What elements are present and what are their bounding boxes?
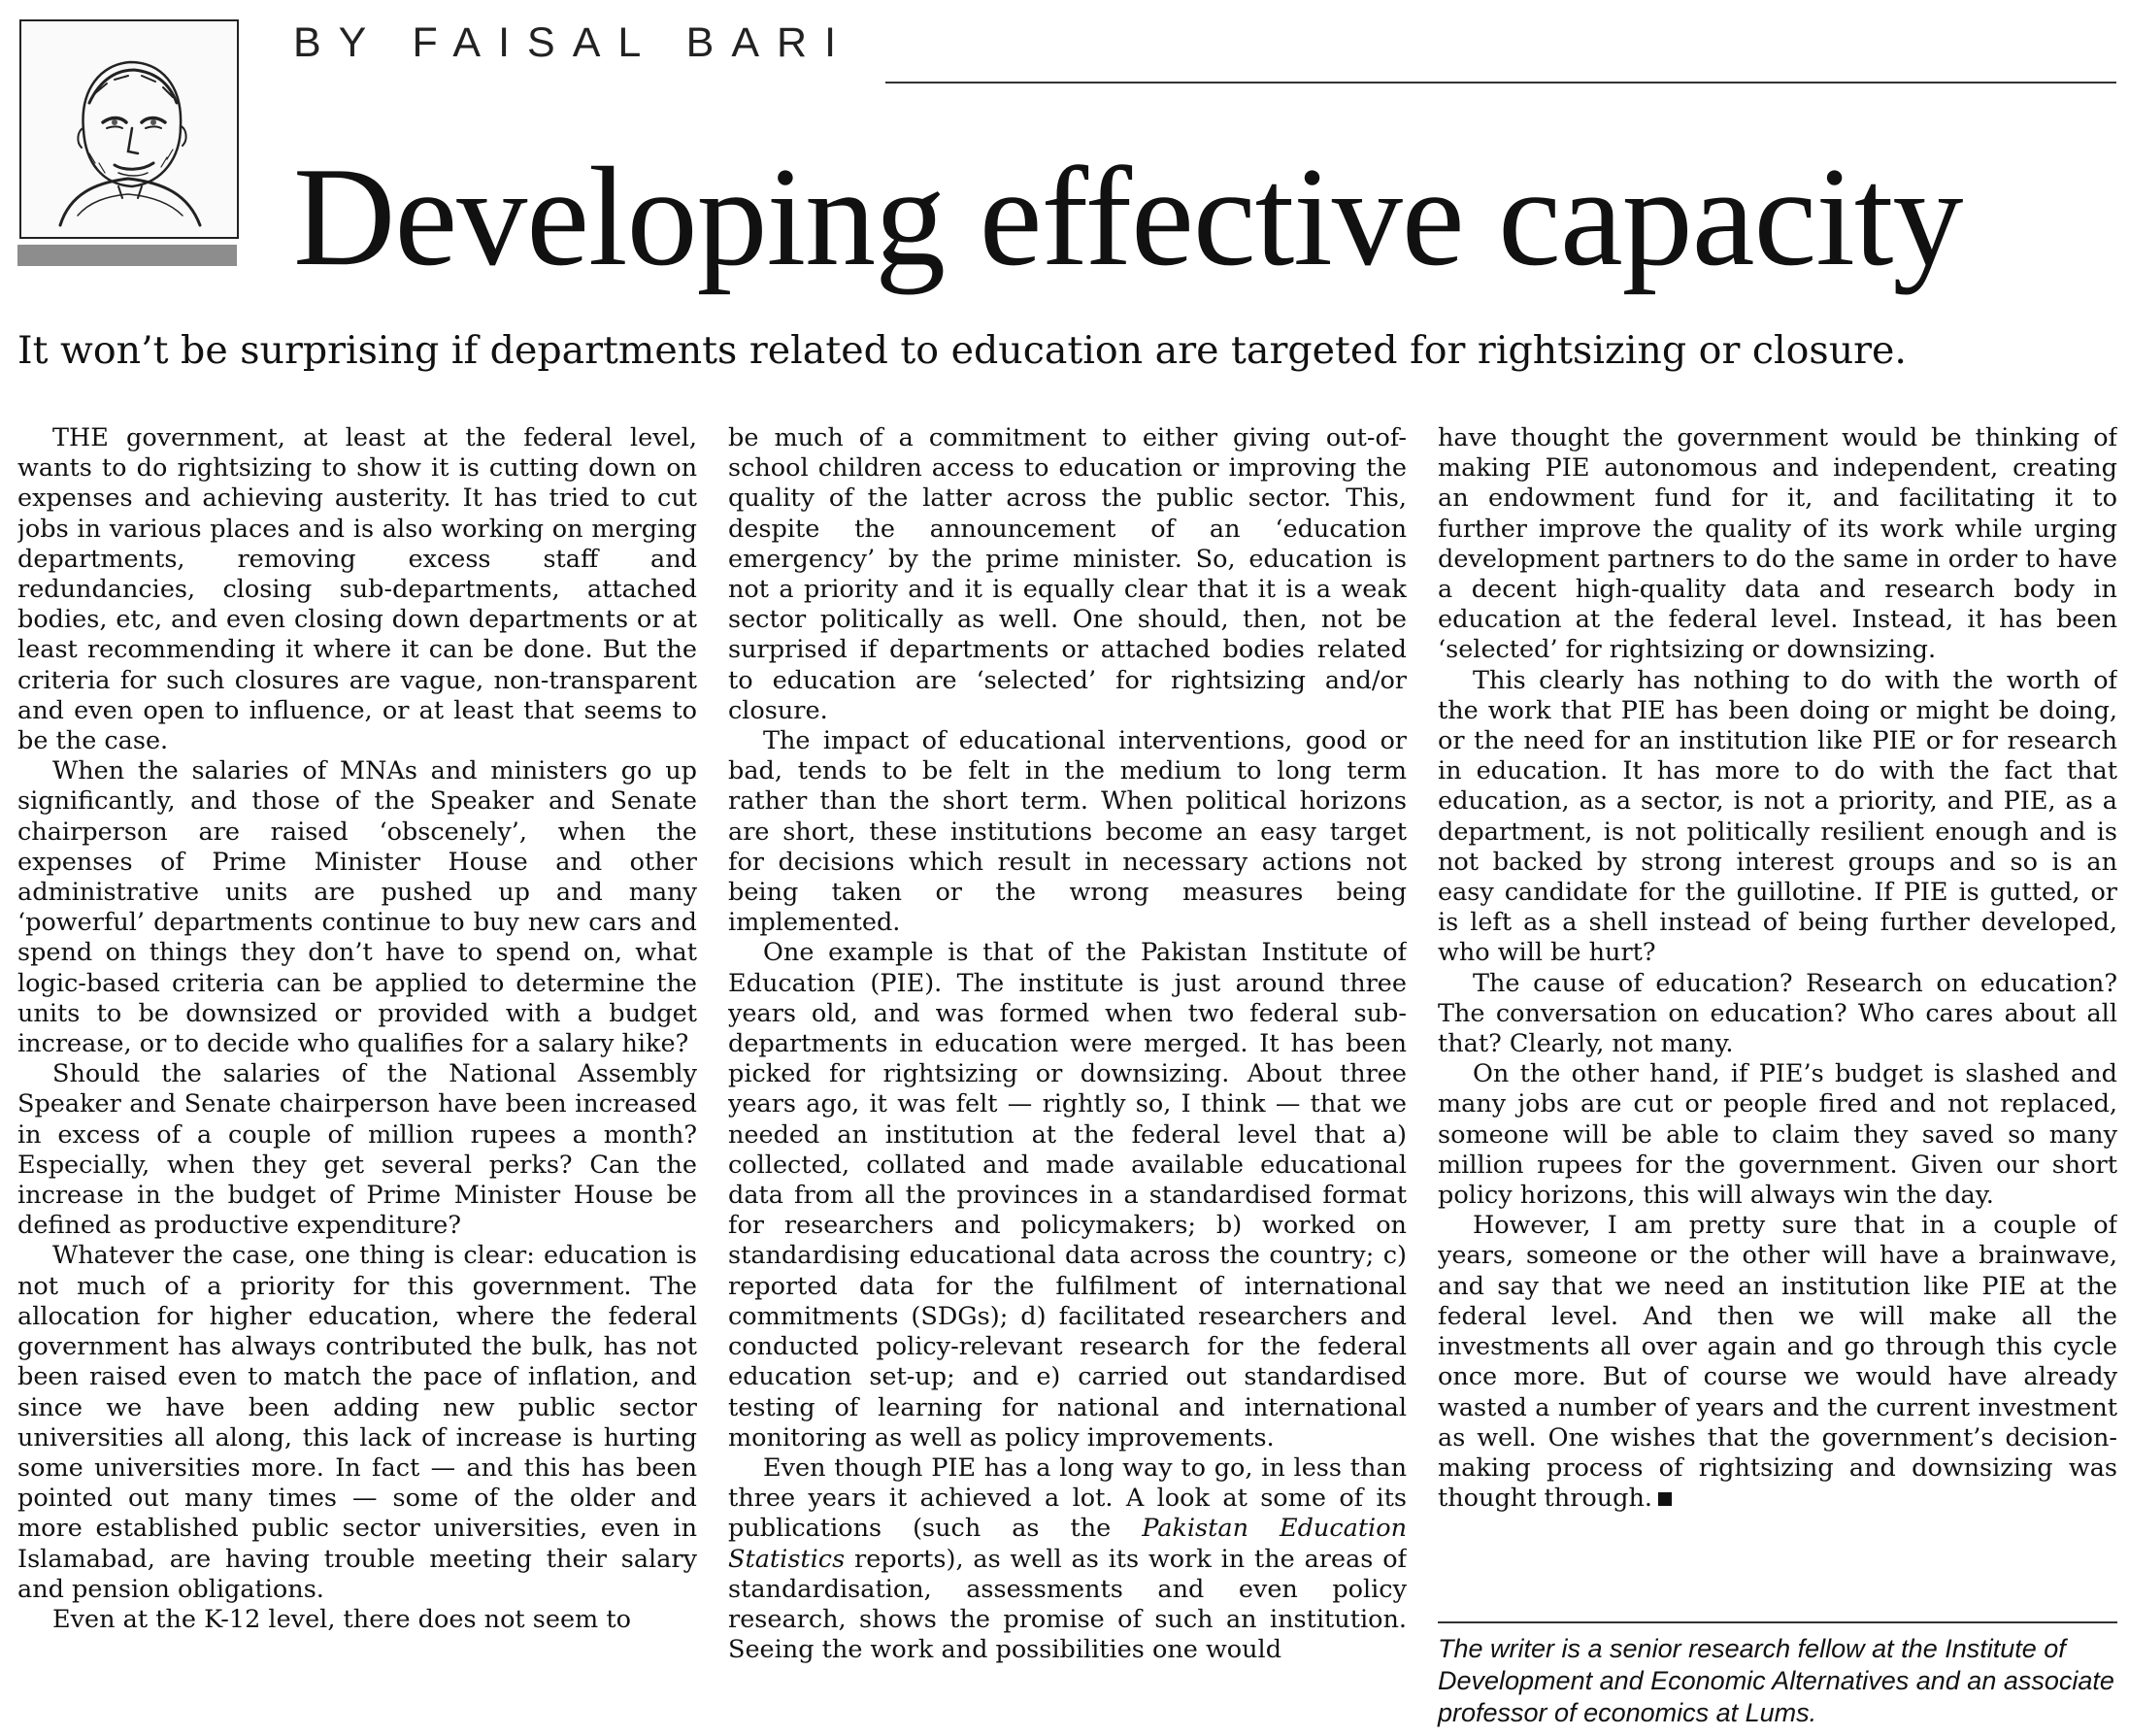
article-column-3 xyxy=(1438,423,2117,1734)
paragraph: When the salaries of MNAs and ministers go up significantly, and those of the Speaker and Senate chairperson are raised ‘obscenely’, when the expenses of Prime Minister House and other administrative units are pushed up and many ‘powerful’ departments continue to buy new cars and spend on things they don’t have to spend on, what logic-based criteria can be applied to determine the units to be downsized or provided with a budget increase, or to decide who qualifies for a salary hike? xyxy=(17,756,697,1059)
paragraph-text: reports), as well as its work in the areas of standardisation, assessments and even policy research, shows the promise of such an institution. Seeing the work and possibilities one would xyxy=(728,1544,1407,1665)
paragraph: THE government, at least at the federal level, wants to do rightsizing to show it is cutting down on expenses and achieving austerity. It has tried to cut jobs in various places and is also working on merging departments, removing excess staff and redundancies, closing sub-departments, attached bodies, etc, and even closing down departments or at least recommending it where it can be done. But the criteria for such closures are vague, non-transparent and even open to influence, or at least that seems to be the case. xyxy=(17,423,697,756)
paragraph xyxy=(1438,1211,2117,1514)
paragraph: The impact of educational interventions, good or bad, tends to be felt in the medium to long term rather than the short term. When political horizons are short, these institutions become an easy target for decisions which result in necessary actions not being taken or the wrong measures being implemented. xyxy=(728,726,1407,938)
paragraph: One example is that of the Pakistan Institute of Education (PIE). The institute is just around three years old, and was formed when two federal sub-departments in education were merged. It has been picked for rightsizing or downsizing. About three years ago, it was felt — rightly so, I think — that we needed an institution at the federal level that a) collected, collated and made available educational data from all the provinces in a standardised format for researchers and policymakers; b) worked on standardising educational data across the country; c) reported data for the fulfilment of international commitments (SDGs); d) facilitated researchers and conducted policy-relevant research for the federal education set-up; and e) carried out standardised testing of learning for national and international monitoring as well as policy improvements. xyxy=(728,938,1407,1452)
byline: BY FAISAL BARI xyxy=(293,19,854,66)
paragraph: The cause of education? Research on education? The conversation on education? Who cares about all that? Clearly, not many. xyxy=(1438,968,2117,1059)
paragraph: Even at the K-12 level, there does not seem to xyxy=(52,1604,631,1634)
article-column-2 xyxy=(728,423,1407,1734)
subheadline: It won’t be surprising if departments related to education are targeted for rightsizing or closure. xyxy=(17,328,1907,373)
bio-rule xyxy=(1438,1621,2117,1623)
paragraph: This clearly has nothing to do with the worth of the work that PIE has been doing or might be doing, or the need for an institution like PIE or for research in education. It has more to do with the fact that education, as a sector, is not a priority, and PIE, as a department, is not politically resilient enough and is not backed by strong interest groups and so is an easy candidate for the guillotine. If PIE is gutted, or is left as a shell instead of being further developed, who will be hurt? xyxy=(1438,665,2117,968)
paragraph-continued: be much of a commitment to either giving out-of-school children access to education or improving the quality of the latter across the public sector. This, despite the announcement of an ‘education emergency’ by the prime minister. So, education is not a priority and it is equally clear that it is a weak sector politically as well. One should, then, not be surprised if departments or attached bodies related to education are ‘selected’ for rightsizing and/or closure. xyxy=(728,423,1407,725)
byline-rule xyxy=(885,82,2116,83)
paragraph-text: However, I am pretty sure that in a couple of years, someone or the other will have a brainwave, and say that we need an institution like PIE at the federal level. And then we will make all the investments all over again and go through this cycle once more. But of course we would have already wasted a number of years and the current investment as well. One wishes that the government’s decision-making process of rightsizing and downsizing was thought through. xyxy=(1438,1211,2117,1514)
paragraph: Should the salaries of the National Assembly Speaker and Senate chairperson have been increased in excess of a couple of million rupees a month? Especially, when they get several perks? Can the increase in the budget of Prime Minister House be defined as productive expenditure? xyxy=(17,1059,697,1241)
end-of-article-mark xyxy=(1658,1492,1672,1506)
paragraph xyxy=(728,1453,1407,1665)
author-sketch-image xyxy=(21,21,237,237)
paragraph-continued: have thought the government would be thinking of making PIE autonomous and independent, creating an endowment fund for it, and facilitating it to further improve the quality of its work while urging development partners to do the same in order to have a decent high-quality data and research body in education at the federal level. Instead, it has been ‘selected’ for rightsizing or downsizing. xyxy=(1438,423,2117,665)
headline: Developing effective capacity xyxy=(293,138,1963,295)
author-bio: The writer is a senior research fellow at the Institute of Development and Economic Alternatives and an associate professor of economics at Lums. xyxy=(1438,1634,2114,1727)
author-portrait xyxy=(19,19,239,239)
publication-title: Pakistan Education Statistics xyxy=(728,1514,1407,1574)
paragraph-text: Even though PIE has a long way to go, in less than three years it achieved a lot. A look at some of its publications (such as the xyxy=(728,1452,1407,1544)
article-column-1 xyxy=(17,423,697,1734)
portrait-accent-bar xyxy=(17,245,237,266)
paragraph: Whatever the case, one thing is clear: education is not much of a priority for this government. The allocation for higher education, where the federal government has always contributed the bulk, has not been raised even to match the pace of inflation, and since we have been adding new public sector universities all along, this lack of increase is hurting some universities more. In fact — and this has been pointed out many times — some of the older and more established public sector universities, even in Islamabad, are having trouble meeting their salary and pension obligations. xyxy=(17,1241,697,1604)
paragraph: On the other hand, if PIE’s budget is slashed and many jobs are cut or people fired and not replaced, someone will be able to claim they saved so many million rupees for the government. Given our short policy horizons, this will always win the day. xyxy=(1438,1059,2117,1211)
